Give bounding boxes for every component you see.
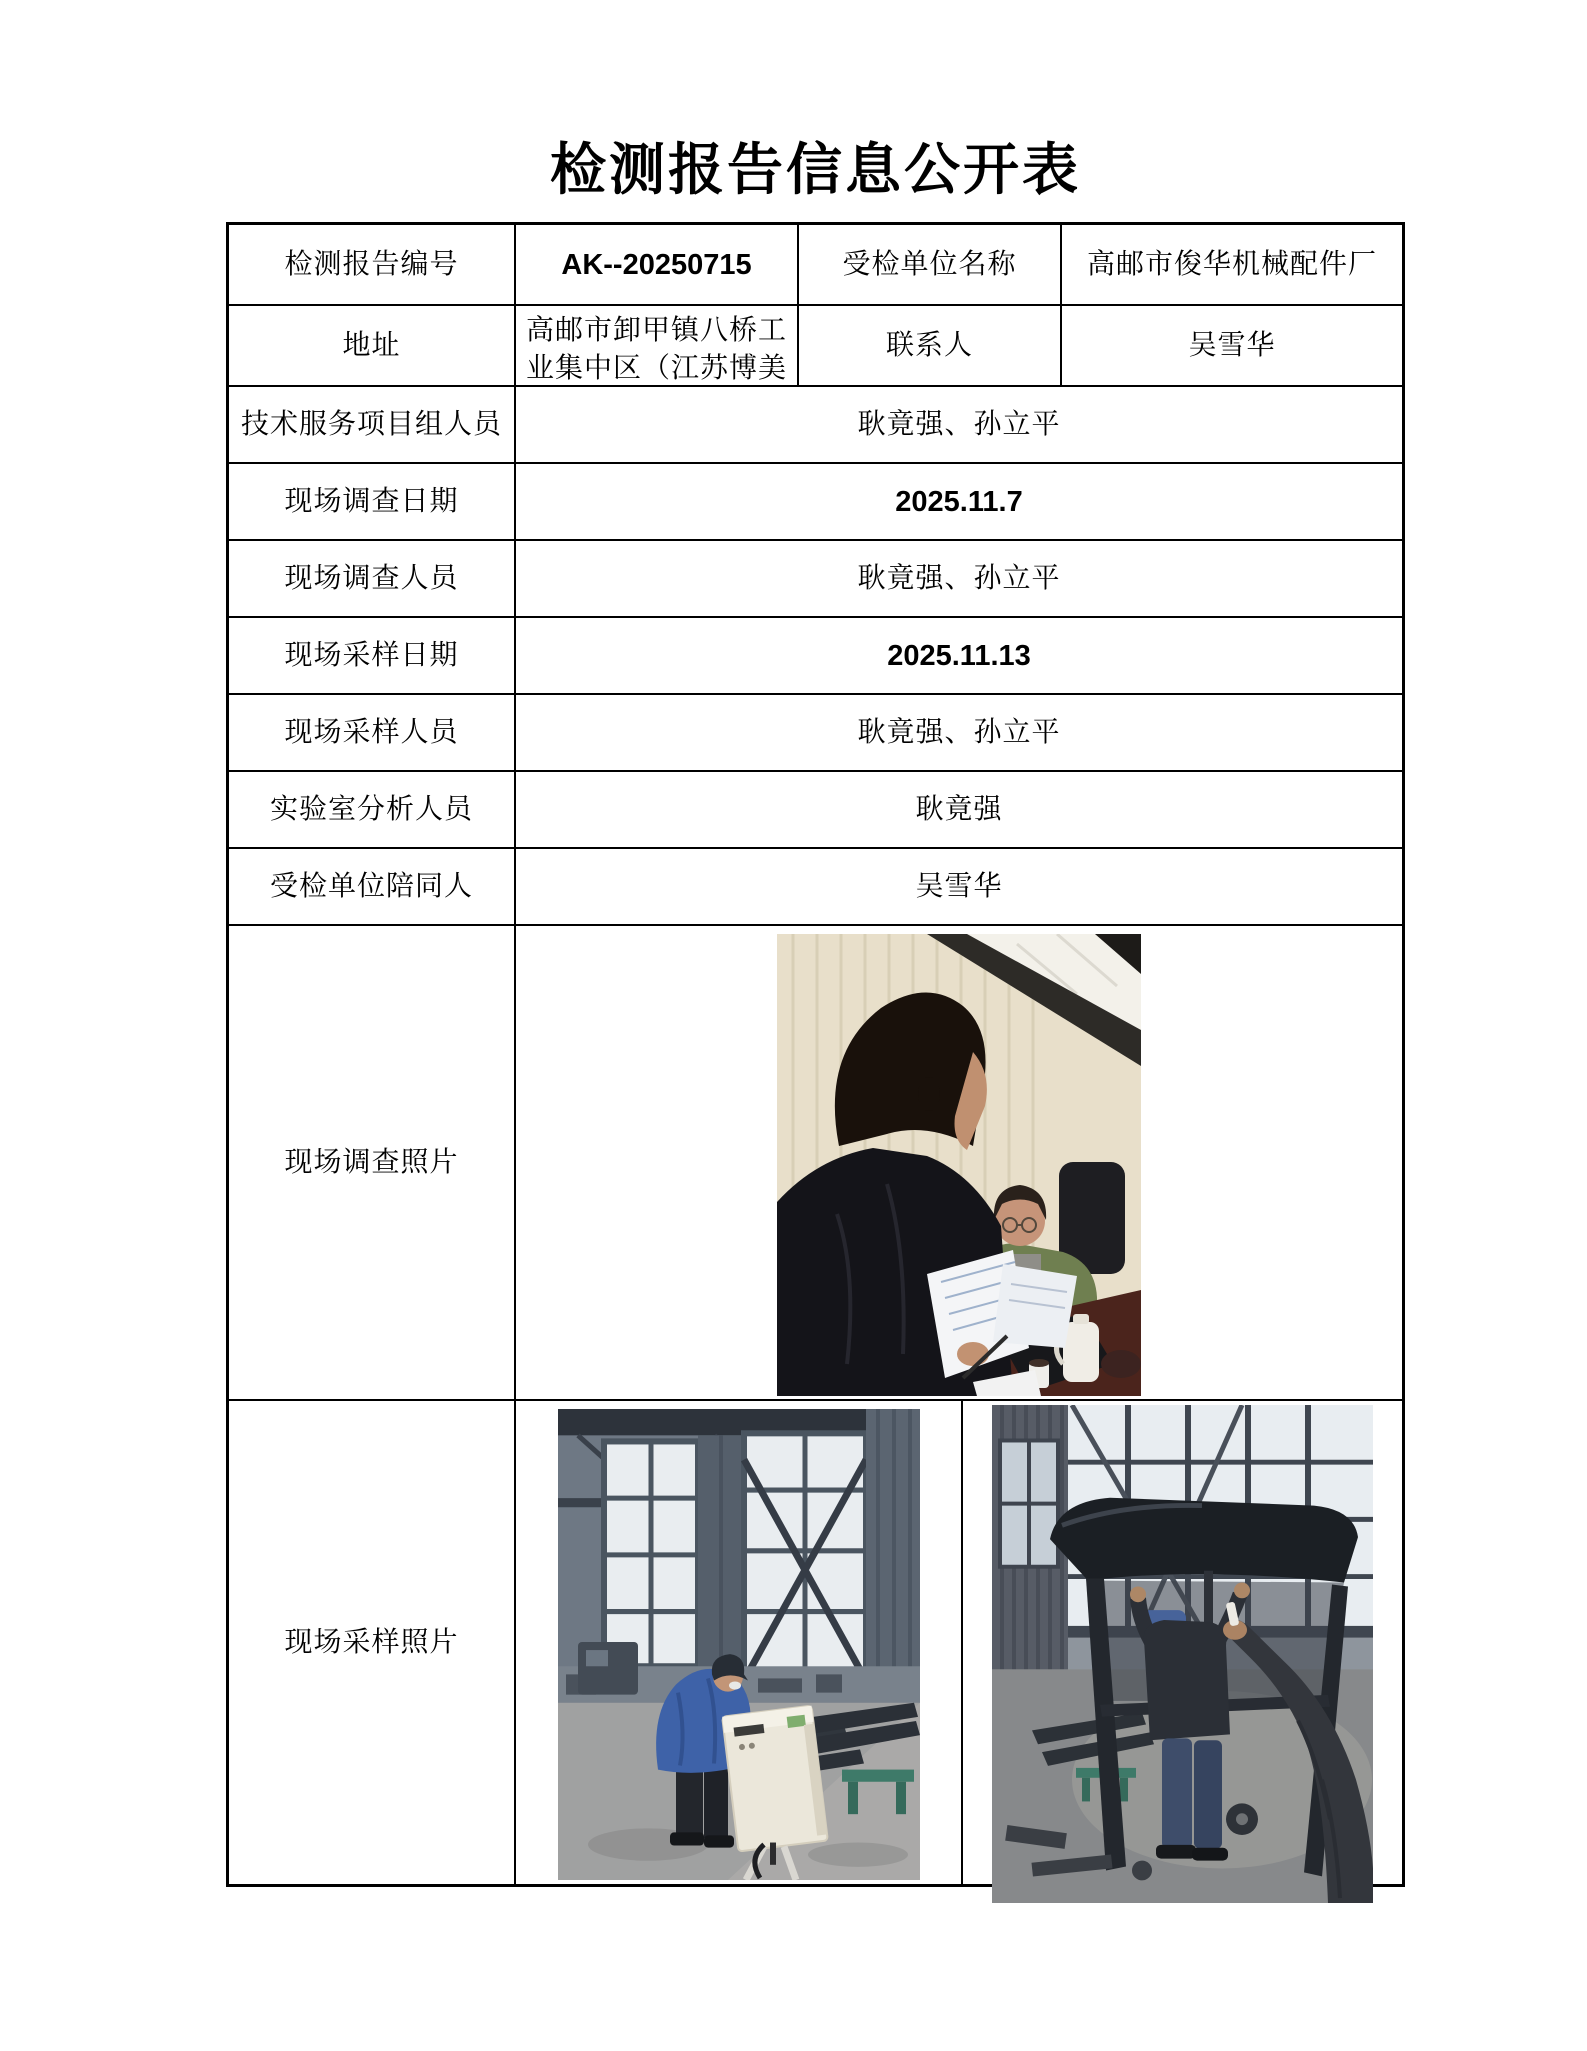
- lab-analyst-label: 实验室分析人员: [229, 772, 516, 847]
- survey-date-value: 2025.11.7: [895, 485, 1023, 518]
- survey-date-label: 现场调查日期: [229, 464, 516, 539]
- accompanying-person-value: 吴雪华: [915, 870, 1003, 902]
- accompanying-person-label: 受检单位陪同人: [229, 849, 516, 924]
- table-row: [229, 541, 1402, 618]
- table-row: [229, 387, 1402, 464]
- sampling-photo-cell-right: [963, 1401, 1402, 1884]
- lab-analyst-value: 耿竟强: [915, 793, 1003, 825]
- table-row: [229, 618, 1402, 695]
- report-number-value: AK--20250715: [516, 225, 799, 304]
- page-title: 检测报告信息公开表: [550, 140, 1081, 202]
- info-table: [226, 222, 1405, 1887]
- survey-staff-value: 耿竟强、孙立平: [857, 562, 1061, 594]
- address-label: 地址: [229, 306, 516, 385]
- office-photo-graphic: [777, 934, 1141, 1396]
- workshop-sampling-instrument-photo: [558, 1409, 920, 1880]
- sampling-staff-label: 现场采样人员: [229, 695, 516, 770]
- table-row: [229, 772, 1402, 849]
- contact-value: 吴雪华: [1188, 329, 1276, 361]
- inspected-unit-value: 高邮市俊华机械配件厂: [1086, 248, 1377, 280]
- sampling-date-label: 现场采样日期: [229, 618, 516, 693]
- address-value: 高邮市卸甲镇八桥工业集中区（江苏博美: [516, 306, 799, 385]
- table-row: [229, 306, 1402, 387]
- cab-photo-graphic: [992, 1405, 1373, 1903]
- project-team-label: 技术服务项目组人员: [229, 387, 516, 462]
- survey-photo-cell: [516, 926, 1402, 1399]
- table-row: [229, 225, 1402, 306]
- sampling-photo-cell-left: [516, 1401, 963, 1884]
- cab-frame-inspection-photo: [992, 1405, 1373, 1903]
- table-row: [229, 1401, 1402, 1884]
- inspected-unit-label: 受检单位名称: [799, 225, 1062, 304]
- workshop-photo-graphic: [558, 1409, 920, 1880]
- contact-label: 联系人: [799, 306, 1062, 385]
- survey-staff-label: 现场调查人员: [229, 541, 516, 616]
- table-row: [229, 464, 1402, 541]
- table-row: [229, 926, 1402, 1401]
- sampling-date-value: 2025.11.13: [887, 639, 1031, 672]
- survey-photo-label: 现场调查照片: [229, 926, 516, 1399]
- sampling-photo-label: 现场采样照片: [229, 1401, 516, 1884]
- project-team-value: 耿竟强、孙立平: [857, 408, 1061, 440]
- table-row: [229, 849, 1402, 926]
- report-number-label: 检测报告编号: [229, 225, 516, 304]
- table-row: [229, 695, 1402, 772]
- office-document-review-photo: [777, 934, 1141, 1396]
- sampling-staff-value: 耿竟强、孙立平: [857, 716, 1061, 748]
